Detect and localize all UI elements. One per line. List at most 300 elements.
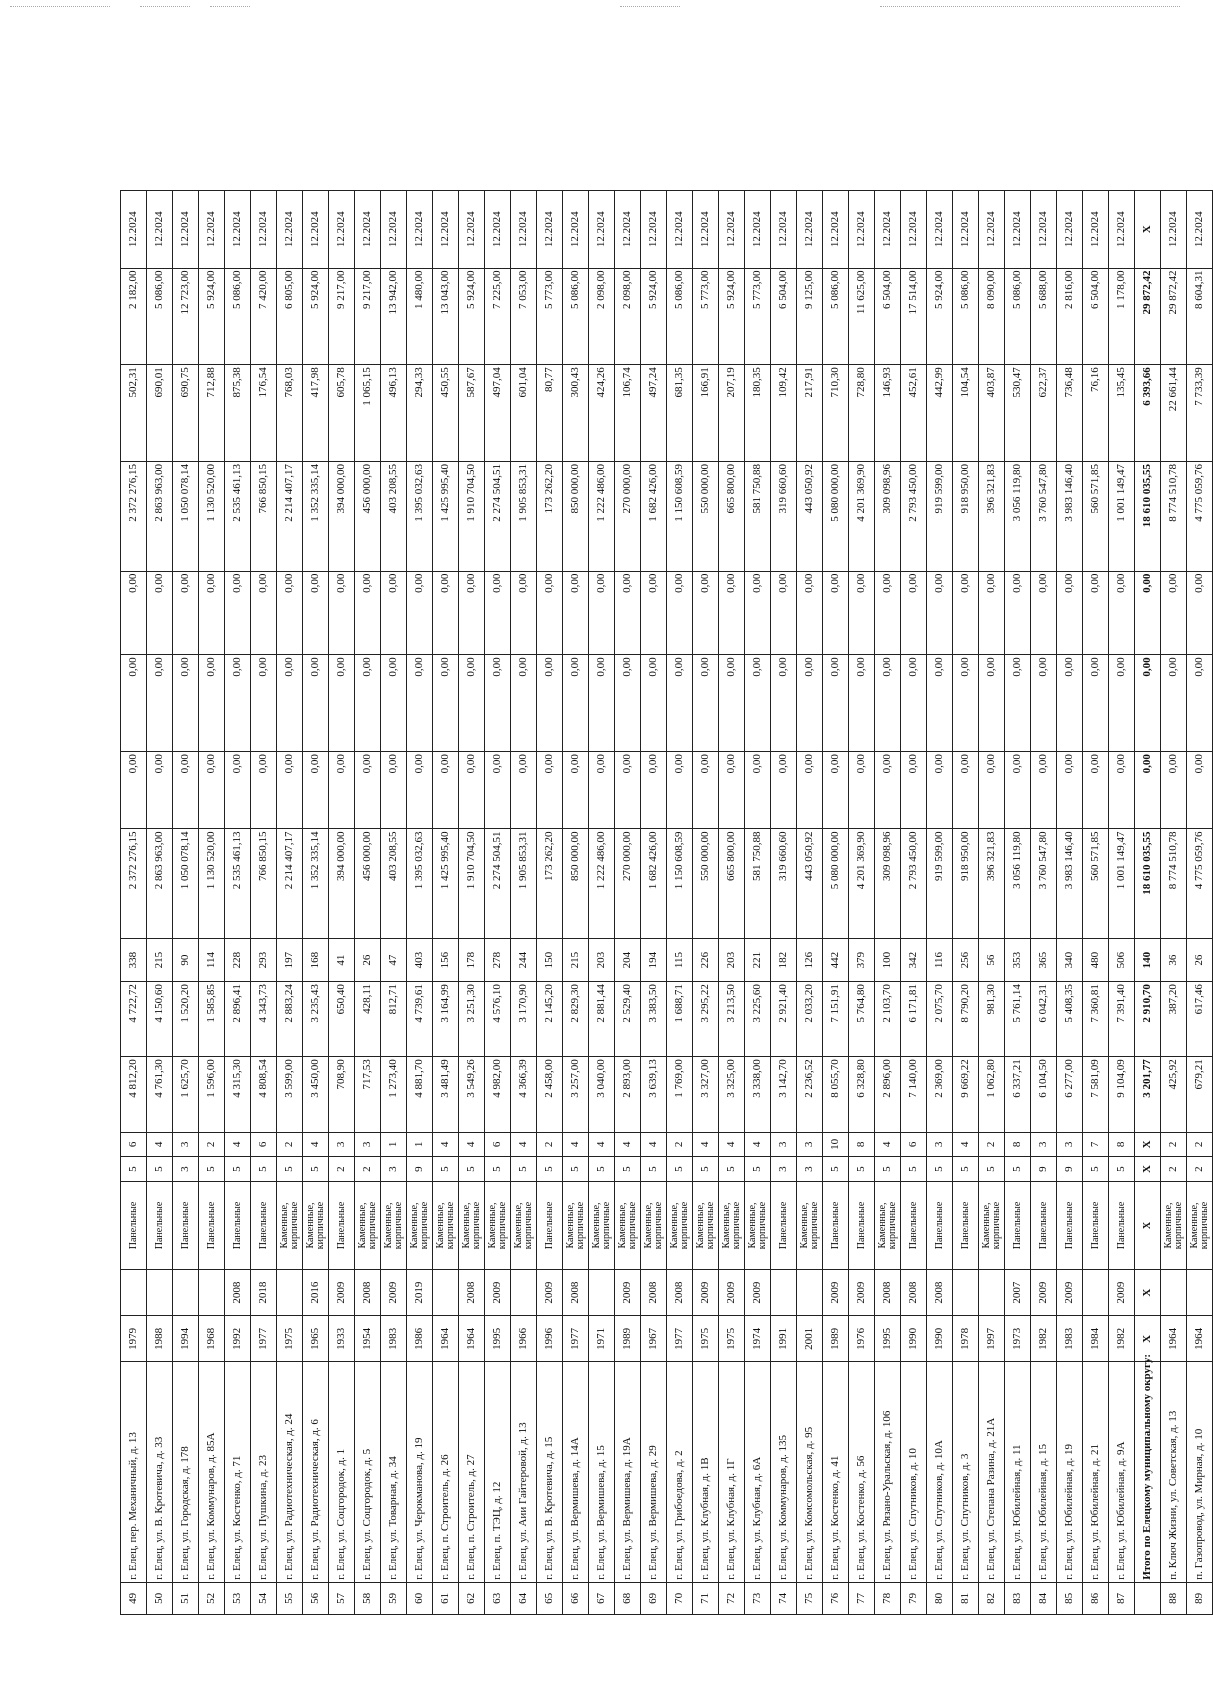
cell-owners-funds: 850 000,00 (563, 461, 589, 571)
cell-fund-local: 0,00 (355, 571, 381, 655)
cell-fund-federal: 0,00 (251, 752, 277, 829)
cell-row-number: 60 (407, 1582, 433, 1614)
cell-fund-regional: 0,00 (1005, 655, 1031, 752)
cell-total-area: 4 366,39 (511, 1057, 537, 1132)
cell-limit-cost: 5 773,00 (693, 268, 719, 365)
table-row (485, 191, 511, 1615)
cell-fund-federal: 0,00 (901, 752, 927, 829)
cell-cost-per-m2: 622,37 (1031, 365, 1057, 462)
cell-fund-local: 0,00 (589, 571, 615, 655)
cell-fund-local: 0,00 (147, 571, 173, 655)
cell-year-built: 1995 (875, 1316, 901, 1362)
cell-address: г. Елец, ул. Черокманова, д. 19 (407, 1362, 433, 1582)
cell-living-area: 2 910,70 (1135, 982, 1161, 1057)
cell-fund-federal: 0,00 (1161, 752, 1187, 829)
cell-address: г. Елец, ул. Радиотехническая, д. 24 (277, 1362, 303, 1582)
cell-year-built: 1982 (1031, 1316, 1057, 1362)
cell-limit-cost: 13 043,00 (433, 268, 459, 365)
table-row (329, 191, 355, 1615)
cell-completion-date: 12.2024 (927, 191, 953, 269)
cell-owners-funds: 309 098,96 (875, 461, 901, 571)
cell-living-area: 650,40 (329, 982, 355, 1057)
table-row (277, 191, 303, 1615)
cell-total-cost: 1 001 149,47 (1109, 829, 1135, 939)
cell-total-cost: 1 395 032,63 (407, 829, 433, 939)
cell-owners-funds: 456 000,00 (355, 461, 381, 571)
cell-year-built: 1976 (849, 1316, 875, 1362)
cell-address: г. Елец, ул. Клубная, д. 6А (745, 1362, 771, 1582)
cell-year-built: 1990 (901, 1316, 927, 1362)
cell-row-number: 82 (979, 1582, 1005, 1614)
cell-entrances: 4 (745, 1132, 771, 1157)
cell-fund-local: 0,00 (1109, 571, 1135, 655)
cell-owners-funds: 443 050,92 (797, 461, 823, 571)
cell-year-built: 1986 (407, 1316, 433, 1362)
cell-cost-per-m2: 7 733,39 (1187, 365, 1213, 462)
cell-entrances: 4 (875, 1132, 901, 1157)
cell-completion-date: 12.2024 (1161, 191, 1187, 269)
cell-living-area: 6 171,81 (901, 982, 927, 1057)
cell-row-number: 61 (433, 1582, 459, 1614)
table-row (1005, 191, 1031, 1615)
cell-row-number: 68 (615, 1582, 641, 1614)
cell-floors: 5 (485, 1157, 511, 1182)
cell-year-renovated: 2008 (459, 1270, 485, 1316)
cell-year-built: 1965 (303, 1316, 329, 1362)
cell-year-built: 1994 (173, 1316, 199, 1362)
cell-entrances: 2 (979, 1132, 1005, 1157)
cell-total-area: 3 257,00 (563, 1057, 589, 1132)
cell-address: г. Елец, ул. В. Кротевича, д. 15 (537, 1362, 563, 1582)
cell-total-cost: 4 775 059,76 (1187, 829, 1213, 939)
cell-entrances: 4 (615, 1132, 641, 1157)
cell-year-renovated: 2009 (849, 1270, 875, 1316)
cell-address: г. Елец, ул. Спутников, д. 10 (901, 1362, 927, 1582)
cell-residents: 228 (225, 939, 251, 982)
cell-fund-local: 0,00 (563, 571, 589, 655)
cell-fund-regional: 0,00 (641, 655, 667, 752)
cell-living-area: 4 343,73 (251, 982, 277, 1057)
cell-living-area: 3 251,30 (459, 982, 485, 1057)
cell-year-built: 1971 (589, 1316, 615, 1362)
cell-fund-local: 0,00 (277, 571, 303, 655)
cell-residents: 342 (901, 939, 927, 982)
cell-wall-material: Панельные (849, 1181, 875, 1269)
cell-limit-cost: 6 805,00 (277, 268, 303, 365)
cell-owners-funds: 665 800,00 (719, 461, 745, 571)
cell-fund-federal: 0,00 (303, 752, 329, 829)
cell-fund-local: 0,00 (745, 571, 771, 655)
cell-fund-regional: 0,00 (589, 655, 615, 752)
cell-year-renovated: 2009 (1109, 1270, 1135, 1316)
cell-year-built: 1989 (823, 1316, 849, 1362)
cell-fund-local: 0,00 (615, 571, 641, 655)
cell-limit-cost: 5 086,00 (225, 268, 251, 365)
cell-fund-federal: 0,00 (745, 752, 771, 829)
cell-year-built: 1973 (1005, 1316, 1031, 1362)
cell-row-number: 57 (329, 1582, 355, 1614)
cell-address: г. Елец, ул. Юбилейная, д. 21 (1083, 1362, 1109, 1582)
cell-fund-regional: 0,00 (173, 655, 199, 752)
cell-year-renovated (1187, 1270, 1213, 1316)
cell-wall-material: Панельные (771, 1181, 797, 1269)
cell-fund-regional: 0,00 (615, 655, 641, 752)
cell-total-cost: 1 050 078,14 (173, 829, 199, 939)
cell-wall-material: Каменные, кирпичные (563, 1181, 589, 1269)
cell-residents: 194 (641, 939, 667, 982)
cell-fund-local: 0,00 (1083, 571, 1109, 655)
cell-living-area: 1 585,85 (199, 982, 225, 1057)
cell-fund-regional: 0,00 (225, 655, 251, 752)
cell-address: г. Елец, ул. Комсомольская, д. 95 (797, 1362, 823, 1582)
cell-address: Итого по Елецкому муниципальному округу: (1135, 1362, 1161, 1582)
cell-completion-date: 12.2024 (901, 191, 927, 269)
cell-year-built: 1974 (745, 1316, 771, 1362)
cell-fund-regional: 0,00 (329, 655, 355, 752)
cell-year-built: 1982 (1109, 1316, 1135, 1362)
cell-living-area: 7 360,81 (1083, 982, 1109, 1057)
cell-limit-cost: 5 086,00 (563, 268, 589, 365)
cell-fund-local: 0,00 (173, 571, 199, 655)
cell-fund-federal: 0,00 (979, 752, 1005, 829)
cell-floors: 5 (537, 1157, 563, 1182)
cell-fund-local: 0,00 (1057, 571, 1083, 655)
cell-total-area: 8 055,70 (823, 1057, 849, 1132)
cell-limit-cost: 5 924,00 (303, 268, 329, 365)
cell-floors: 2 (1187, 1157, 1213, 1182)
cell-row-number: 70 (667, 1582, 693, 1614)
cell-owners-funds: 403 208,55 (381, 461, 407, 571)
cell-year-renovated (433, 1270, 459, 1316)
cell-fund-regional: 0,00 (1109, 655, 1135, 752)
cell-cost-per-m2: 300,43 (563, 365, 589, 462)
cell-total-area: 1 596,00 (199, 1057, 225, 1132)
cell-owners-funds: 319 660,60 (771, 461, 797, 571)
cell-living-area: 3 295,22 (693, 982, 719, 1057)
cell-total-cost: 850 000,00 (563, 829, 589, 939)
cell-total-cost: 665 800,00 (719, 829, 745, 939)
cell-total-area: 6 328,80 (849, 1057, 875, 1132)
cell-year-built: 1983 (1057, 1316, 1083, 1362)
cell-living-area: 6 042,31 (1031, 982, 1057, 1057)
cell-fund-regional: 0,00 (771, 655, 797, 752)
cell-fund-local: 0,00 (121, 571, 147, 655)
cell-total-cost: 1 905 853,31 (511, 829, 537, 939)
cell-fund-federal: 0,00 (329, 752, 355, 829)
cell-total-area: 3 327,00 (693, 1057, 719, 1132)
cell-cost-per-m2: 690,75 (173, 365, 199, 462)
cell-row-number: 66 (563, 1582, 589, 1614)
total-row (1135, 191, 1161, 1615)
cell-entrances: 4 (511, 1132, 537, 1157)
cell-completion-date: 12.2024 (953, 191, 979, 269)
cell-address: г. Елец, ул. Вермишева, д. 29 (641, 1362, 667, 1582)
cell-cost-per-m2: 207,19 (719, 365, 745, 462)
cell-owners-funds: 1 425 995,40 (433, 461, 459, 571)
cell-total-area: 3 325,00 (719, 1057, 745, 1132)
cell-floors: 5 (303, 1157, 329, 1182)
table-row (797, 191, 823, 1615)
cell-owners-funds: 8 774 510,78 (1161, 461, 1187, 571)
cell-floors: 5 (719, 1157, 745, 1182)
cell-fund-regional: 0,00 (693, 655, 719, 752)
cell-entrances: 4 (953, 1132, 979, 1157)
cell-fund-local: 0,00 (225, 571, 251, 655)
cell-floors: 5 (927, 1157, 953, 1182)
cell-fund-local: 0,00 (1005, 571, 1031, 655)
cell-total-area: 4 761,30 (147, 1057, 173, 1132)
cell-total-area: 9 669,22 (953, 1057, 979, 1132)
cell-fund-local: 0,00 (511, 571, 537, 655)
cell-address: г. Елец, ул. Аии Гайтеровой, д. 13 (511, 1362, 537, 1582)
cell-total-cost: 2 372 276,15 (121, 829, 147, 939)
cell-year-built: 1997 (979, 1316, 1005, 1362)
cell-total-area: 4 982,00 (485, 1057, 511, 1132)
cell-total-area: 1 062,80 (979, 1057, 1005, 1132)
cell-fund-local: 0,00 (251, 571, 277, 655)
cell-total-cost: 319 660,60 (771, 829, 797, 939)
cell-total-cost: 919 599,00 (927, 829, 953, 939)
cell-completion-date: 12.2024 (563, 191, 589, 269)
cell-living-area: 2 921,40 (771, 982, 797, 1057)
cell-entrances: 3 (355, 1132, 381, 1157)
cell-cost-per-m2: 710,30 (823, 365, 849, 462)
cell-fund-regional: 0,00 (563, 655, 589, 752)
cell-address: г. Елец, ул. Юбилейная, д. 9А (1109, 1362, 1135, 1582)
cell-living-area: 2 883,24 (277, 982, 303, 1057)
cell-floors: 5 (563, 1157, 589, 1182)
cell-completion-date: 12.2024 (693, 191, 719, 269)
cell-row-number: 63 (485, 1582, 511, 1614)
cell-fund-regional: 0,00 (303, 655, 329, 752)
cell-floors: 5 (615, 1157, 641, 1182)
table-row (1161, 191, 1187, 1615)
cell-living-area: 5 761,14 (1005, 982, 1031, 1057)
cell-row-number: 51 (173, 1582, 199, 1614)
cell-limit-cost: 1 178,00 (1109, 268, 1135, 365)
cell-owners-funds: 18 610 035,55 (1135, 461, 1161, 571)
cell-residents: 140 (1135, 939, 1161, 982)
cell-entrances: 2 (1187, 1132, 1213, 1157)
cell-residents: 506 (1109, 939, 1135, 982)
cell-completion-date: 12.2024 (1187, 191, 1213, 269)
cell-total-cost: 2 274 504,51 (485, 829, 511, 939)
cell-fund-local: 0,00 (849, 571, 875, 655)
cell-total-area: 679,21 (1187, 1057, 1213, 1132)
cell-fund-federal: 0,00 (1005, 752, 1031, 829)
cell-living-area: 2 103,70 (875, 982, 901, 1057)
cell-cost-per-m2: 736,48 (1057, 365, 1083, 462)
cell-total-cost: 456 000,00 (355, 829, 381, 939)
cell-fund-regional: 0,00 (147, 655, 173, 752)
table-row (173, 191, 199, 1615)
cell-owners-funds: 4 201 369,90 (849, 461, 875, 571)
cell-total-area: 4 808,54 (251, 1057, 277, 1132)
cell-floors: 5 (901, 1157, 927, 1182)
cell-total-area: 2 458,00 (537, 1057, 563, 1132)
cell-entrances: 2 (1161, 1132, 1187, 1157)
cell-completion-date: 12.2024 (875, 191, 901, 269)
cell-residents: 256 (953, 939, 979, 982)
cell-row-number: 52 (199, 1582, 225, 1614)
cell-total-area: 3 549,26 (459, 1057, 485, 1132)
cell-year-renovated (121, 1270, 147, 1316)
cell-entrances: 2 (667, 1132, 693, 1157)
cell-total-area: 3 142,70 (771, 1057, 797, 1132)
cell-wall-material: Панельные (173, 1181, 199, 1269)
table-row (693, 191, 719, 1615)
cell-wall-material: Панельные (1031, 1181, 1057, 1269)
cell-total-cost: 1 150 608,59 (667, 829, 693, 939)
cell-cost-per-m2: 180,35 (745, 365, 771, 462)
cell-total-cost: 1 222 486,00 (589, 829, 615, 939)
cell-total-cost: 766 850,15 (251, 829, 277, 939)
cell-limit-cost: 5 924,00 (927, 268, 953, 365)
cell-fund-federal: 0,00 (173, 752, 199, 829)
cell-residents: 365 (1031, 939, 1057, 982)
cell-entrances: 3 (329, 1132, 355, 1157)
cell-address: п. Ключ Жизни, ул. Советская, д. 13 (1161, 1362, 1187, 1582)
cell-row-number: 83 (1005, 1582, 1031, 1614)
cell-cost-per-m2: 146,93 (875, 365, 901, 462)
cell-row-number (1135, 1582, 1161, 1614)
cell-floors: 5 (693, 1157, 719, 1182)
cell-limit-cost: 7 053,00 (511, 268, 537, 365)
cell-entrances: 4 (589, 1132, 615, 1157)
cell-residents: 353 (1005, 939, 1031, 982)
cell-wall-material: Каменные, кирпичные (1187, 1181, 1213, 1269)
cell-floors: 5 (589, 1157, 615, 1182)
table-row (355, 191, 381, 1615)
cell-wall-material: Каменные, кирпичные (407, 1181, 433, 1269)
table-row (875, 191, 901, 1615)
cell-owners-funds: 1 352 335,14 (303, 461, 329, 571)
cell-owners-funds: 2 535 461,13 (225, 461, 251, 571)
cell-year-renovated (199, 1270, 225, 1316)
cell-floors: 9 (407, 1157, 433, 1182)
cell-cost-per-m2: 605,78 (329, 365, 355, 462)
cell-fund-local: 0,00 (1031, 571, 1057, 655)
cell-total-area: 6 337,21 (1005, 1057, 1031, 1132)
cell-year-renovated (771, 1270, 797, 1316)
cell-total-cost: 394 000,00 (329, 829, 355, 939)
cell-entrances: 1 (407, 1132, 433, 1157)
cell-limit-cost: 5 086,00 (1005, 268, 1031, 365)
cell-living-area: 617,46 (1187, 982, 1213, 1057)
cell-year-renovated: 2009 (823, 1270, 849, 1316)
cell-owners-funds: 1 050 078,14 (173, 461, 199, 571)
table-row (1109, 191, 1135, 1615)
cell-limit-cost: 13 942,00 (381, 268, 407, 365)
cell-cost-per-m2: 450,55 (433, 365, 459, 462)
cell-year-built: 1964 (433, 1316, 459, 1362)
table-row (459, 191, 485, 1615)
cell-residents: 203 (719, 939, 745, 982)
cell-fund-local: 0,00 (979, 571, 1005, 655)
cell-completion-date: 12.2024 (407, 191, 433, 269)
cell-entrances: X (1135, 1132, 1161, 1157)
cell-wall-material: Каменные, кирпичные (875, 1181, 901, 1269)
cell-wall-material: Панельные (537, 1181, 563, 1269)
cell-total-area: 7 140,00 (901, 1057, 927, 1132)
cell-fund-federal: 0,00 (147, 752, 173, 829)
cell-limit-cost: 7 225,00 (485, 268, 511, 365)
cell-owners-funds: 3 760 547,80 (1031, 461, 1057, 571)
cell-residents: 197 (277, 939, 303, 982)
cell-row-number: 69 (641, 1582, 667, 1614)
cell-fund-local: 0,00 (303, 571, 329, 655)
cell-completion-date: 12.2024 (381, 191, 407, 269)
table-row (407, 191, 433, 1615)
cell-address: г. Елец, ул. Рязано-Уральская, д. 106 (875, 1362, 901, 1582)
cell-year-built: 1989 (615, 1316, 641, 1362)
cell-residents: 215 (563, 939, 589, 982)
cell-entrances: 4 (693, 1132, 719, 1157)
cell-fund-regional: 0,00 (901, 655, 927, 752)
cell-entrances: 6 (901, 1132, 927, 1157)
table-row (1031, 191, 1057, 1615)
cell-limit-cost: 5 086,00 (147, 268, 173, 365)
cell-fund-federal: 0,00 (693, 752, 719, 829)
table-row (303, 191, 329, 1615)
cell-living-area: 1 688,71 (667, 982, 693, 1057)
cell-residents: 221 (745, 939, 771, 982)
cell-floors: 5 (849, 1157, 875, 1182)
cell-cost-per-m2: 728,80 (849, 365, 875, 462)
cell-fund-regional: 0,00 (797, 655, 823, 752)
cell-completion-date: 12.2024 (147, 191, 173, 269)
cell-row-number: 71 (693, 1582, 719, 1614)
cell-owners-funds: 581 750,88 (745, 461, 771, 571)
cell-residents: 278 (485, 939, 511, 982)
cell-entrances: 3 (771, 1132, 797, 1157)
cell-address: г. Елец, ул. Товарная, д. 34 (381, 1362, 407, 1582)
cell-fund-federal: 0,00 (199, 752, 225, 829)
cell-cost-per-m2: 135,45 (1109, 365, 1135, 462)
cell-total-area: 3 599,00 (277, 1057, 303, 1132)
cell-total-cost: 8 774 510,78 (1161, 829, 1187, 939)
cell-row-number: 87 (1109, 1582, 1135, 1614)
cell-total-area: 4 315,30 (225, 1057, 251, 1132)
cell-entrances: 8 (849, 1132, 875, 1157)
cell-completion-date: 12.2024 (615, 191, 641, 269)
cell-year-built: 1975 (693, 1316, 719, 1362)
cell-year-built: 1964 (1161, 1316, 1187, 1362)
cell-limit-cost: 29 872,42 (1161, 268, 1187, 365)
cell-completion-date: 12.2024 (277, 191, 303, 269)
cell-completion-date: 12.2024 (537, 191, 563, 269)
cell-year-renovated: 2009 (381, 1270, 407, 1316)
cell-year-renovated: 2009 (745, 1270, 771, 1316)
cell-fund-federal: 0,00 (927, 752, 953, 829)
cell-cost-per-m2: 442,99 (927, 365, 953, 462)
cell-entrances: 6 (485, 1132, 511, 1157)
cell-living-area: 2 829,30 (563, 982, 589, 1057)
cell-year-renovated: 2008 (927, 1270, 953, 1316)
table-row (849, 191, 875, 1615)
cell-total-area: 3 201,77 (1135, 1057, 1161, 1132)
cell-fund-federal: 0,00 (771, 752, 797, 829)
table-row (199, 191, 225, 1615)
cell-total-cost: 550 000,00 (693, 829, 719, 939)
cell-floors: 9 (1057, 1157, 1083, 1182)
cell-entrances: 3 (1031, 1132, 1057, 1157)
cell-row-number: 85 (1057, 1582, 1083, 1614)
cell-address: г. Елец, ул. Спутников, д. 10А (927, 1362, 953, 1582)
table-row (901, 191, 927, 1615)
cell-address: г. Елец, ул. Вермишева, д. 15 (589, 1362, 615, 1582)
cell-completion-date: 12.2024 (199, 191, 225, 269)
